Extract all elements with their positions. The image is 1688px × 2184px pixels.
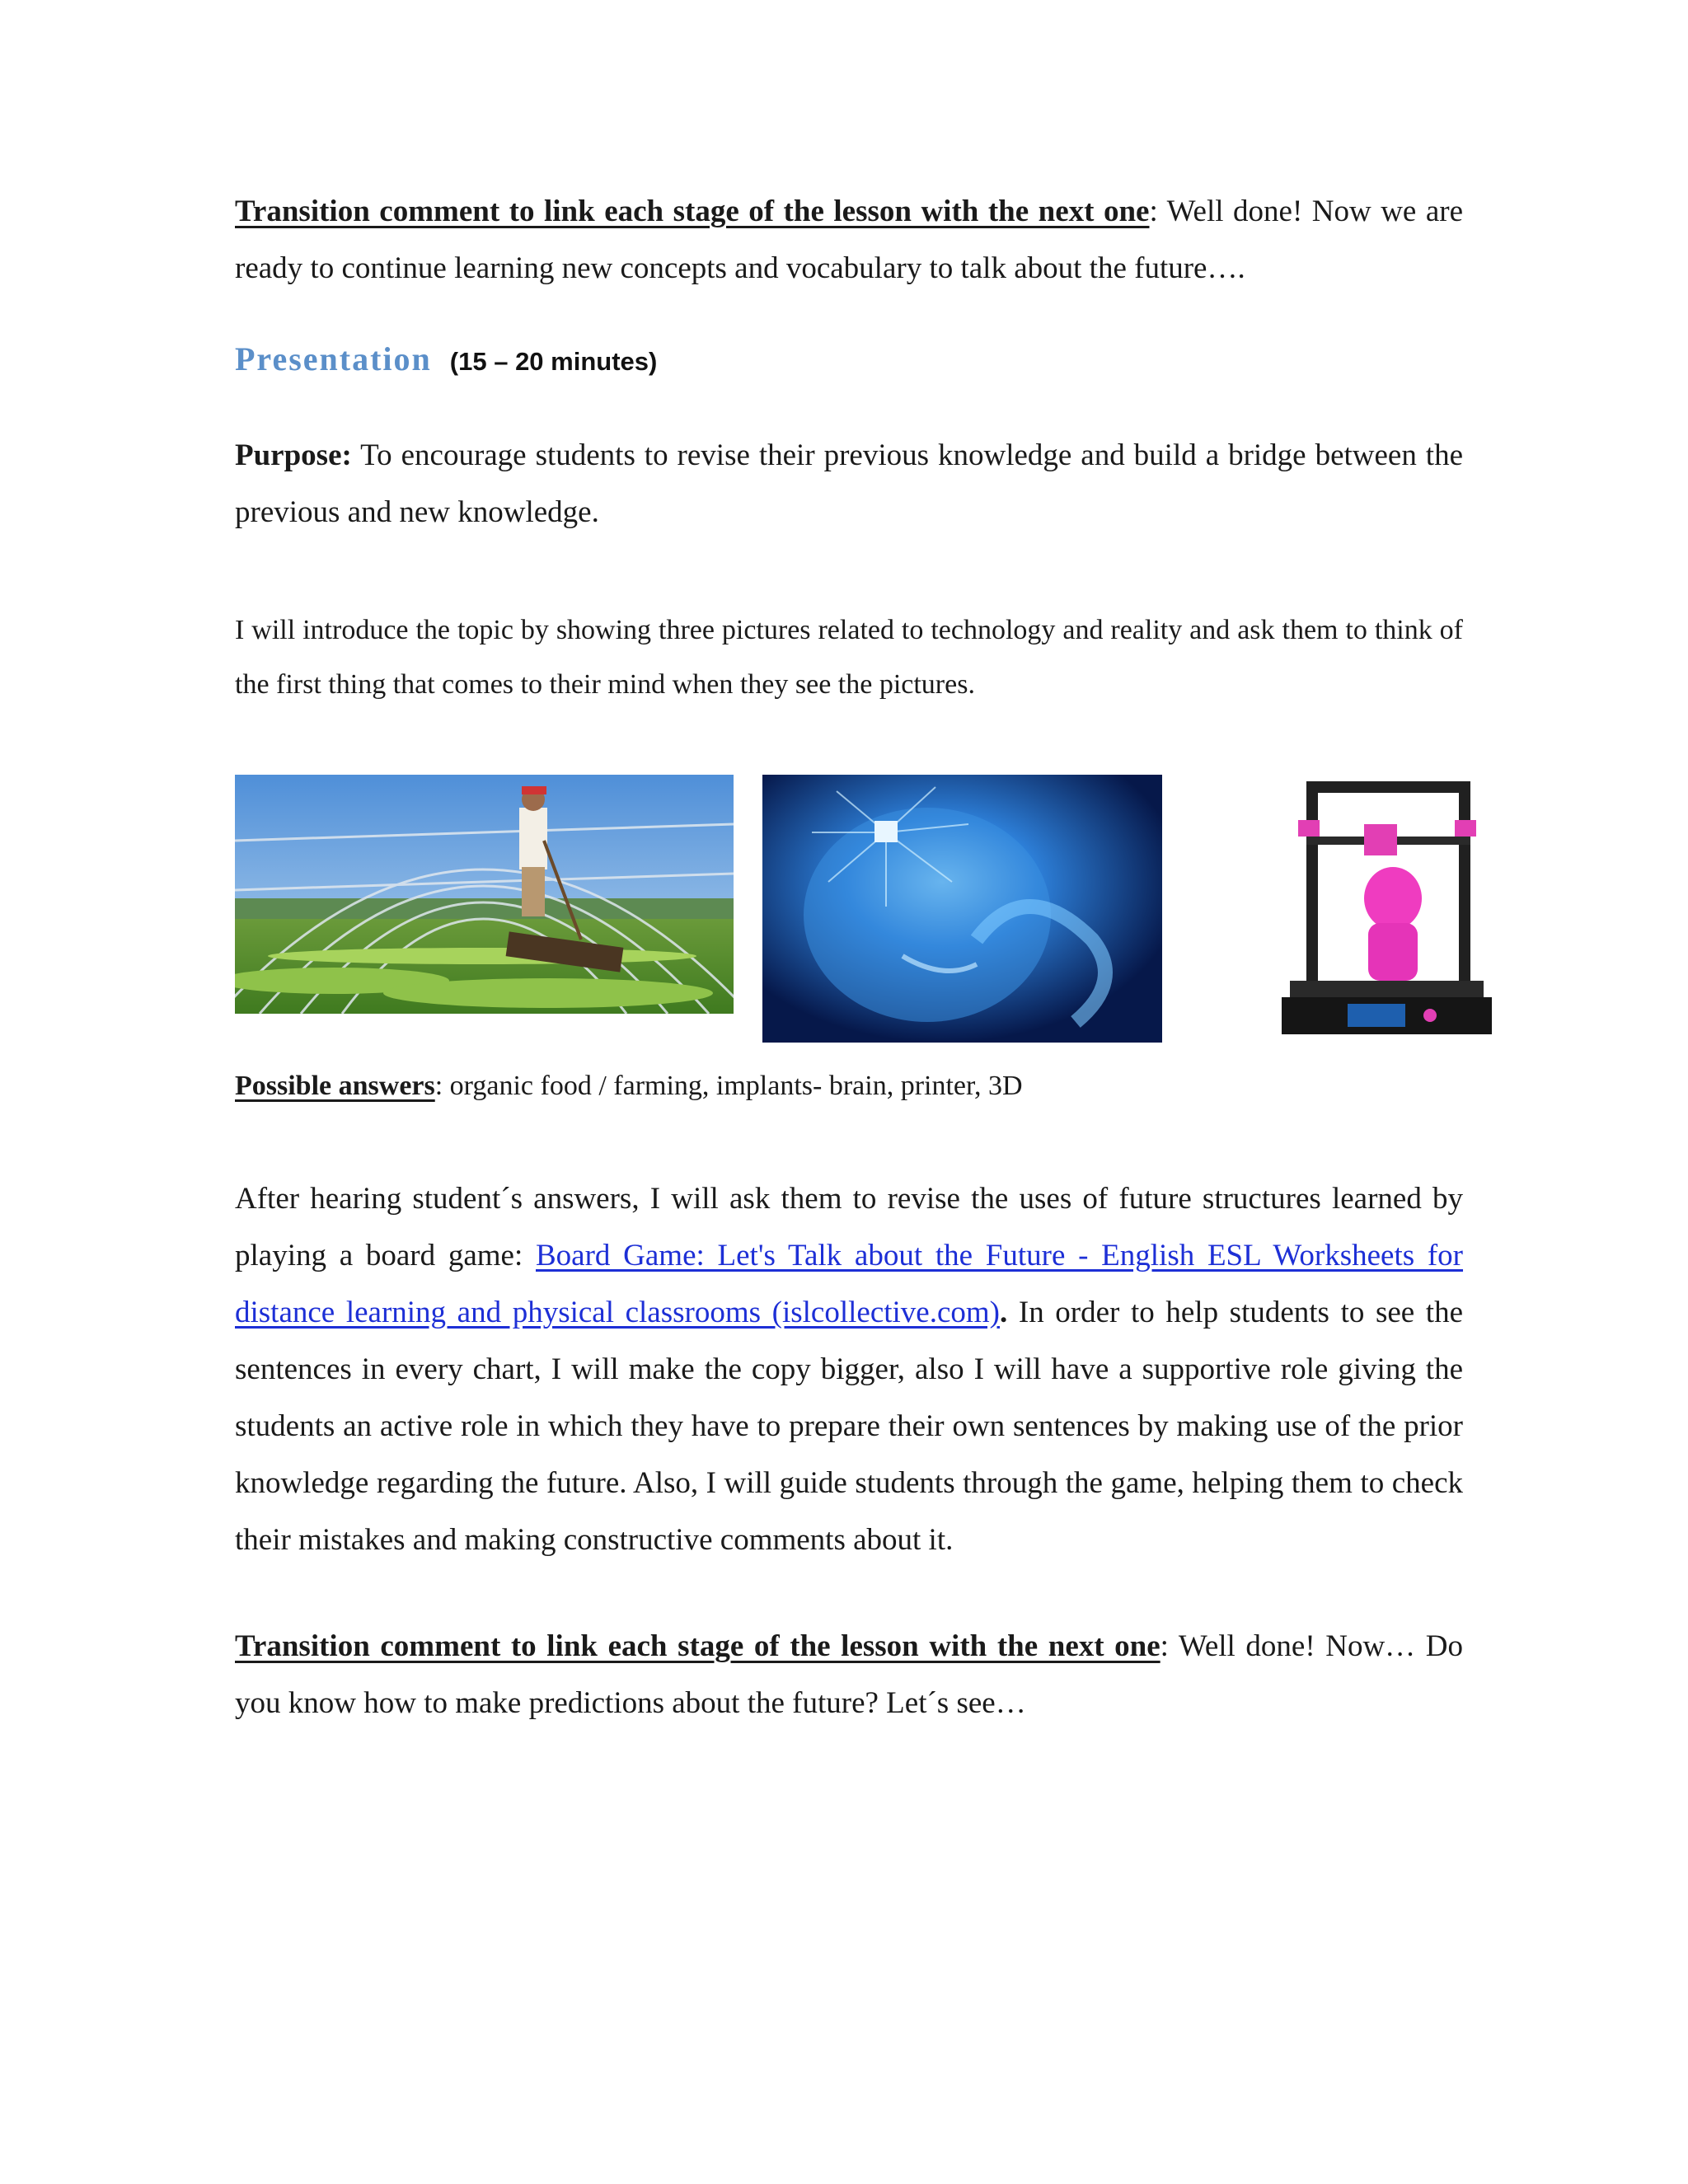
board-game-paragraph: [235, 1170, 1463, 1568]
presentation-heading: [235, 340, 657, 378]
brain-implant-image: [762, 775, 1162, 1043]
transition-label-2: Transition comment to link each stage of the lesson with the next one: [235, 1629, 1160, 1663]
board-game-details: In order to help students to see the sentences in every chart, I will make the copy bigger, also I will have a supportive role giving the students an active role in which they have to prepare their own sentences by making use of the prior knowledge regarding the future. Also, I will guide students through the game, helping them to check their mistakes and making constructive comments about it.: [235, 1296, 1464, 1557]
transition-comment-1: [235, 183, 1463, 297]
3d-printer-image: [1273, 775, 1496, 1043]
transition-label-1: Transition comment to link each stage of the lesson with the next one: [235, 194, 1150, 228]
purpose-paragraph: [235, 427, 1463, 541]
presentation-duration: (15 – 20 minutes): [449, 347, 658, 376]
transition-comment-2: [235, 1618, 1463, 1732]
transition-text-2: : Well done! Now… Do you know how to make predictions about the future? Let´s see…: [235, 1629, 1463, 1720]
purpose-label: Purpose:: [235, 438, 352, 472]
intro-paragraph: I will introduce the topic by showing three pictures related to technology and reality and ask them to think of the first thing that comes to their mind when they see the pictures.: [235, 615, 1463, 700]
transition-text-1: : Well done! Now we are ready to continue learning new concepts and vocabulary to talk about the future….: [235, 194, 1464, 285]
greenhouse-farming-image: [235, 775, 734, 1014]
board-game-intro: After hearing student´s answers, I will ask them to revise the uses of future structures learned by playing a board game:: [235, 1182, 1463, 1272]
possible-answers-text: : organic food / farming, implants- brain, printer, 3D: [434, 1071, 1023, 1101]
possible-answers-paragraph: [235, 1059, 1463, 1113]
board-game-period: .: [1000, 1296, 1008, 1329]
presentation-title: Presentation: [235, 340, 432, 377]
possible-answers-label: Possible answers: [235, 1071, 435, 1101]
purpose-text: To encourage students to revise their previous knowledge and build a bridge between the previous and new knowledge.: [235, 438, 1463, 529]
board-game-link[interactable]: Board Game: Let's Talk about the Future - English ESL Worksheets for distance learning and physical classrooms (islcollective.com): [235, 1239, 1464, 1329]
